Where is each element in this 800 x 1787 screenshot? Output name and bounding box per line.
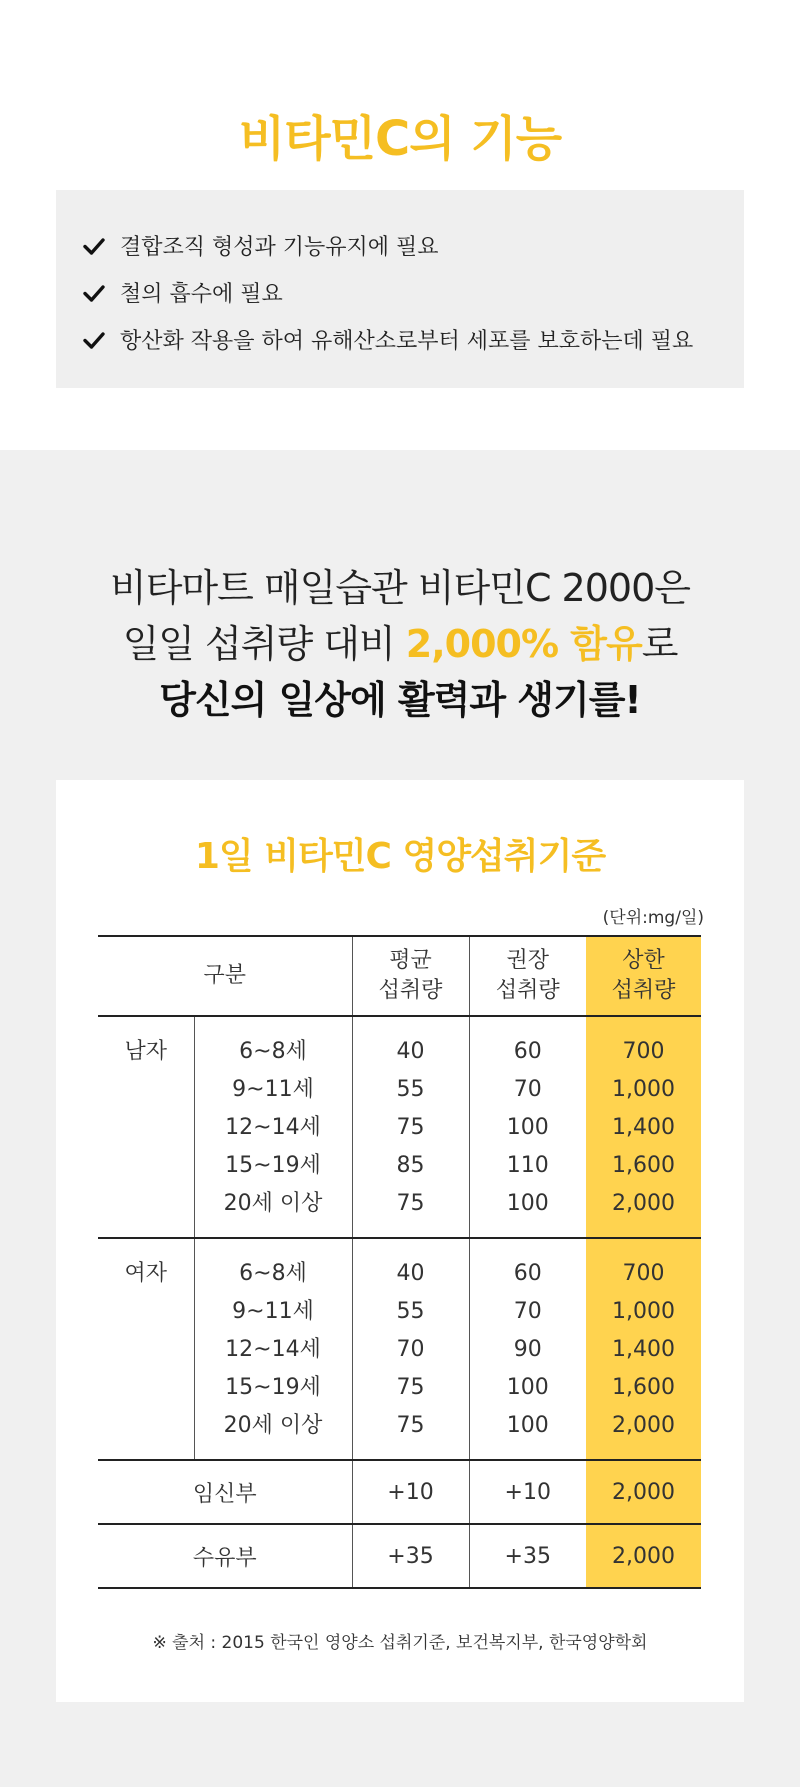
- age-value: 20세 이상: [223, 1191, 323, 1216]
- recommended-value: 60: [513, 1261, 542, 1286]
- header-recommended: [469, 936, 586, 1016]
- average-value: 75: [396, 1375, 425, 1400]
- table-row-pregnant: [98, 1460, 701, 1524]
- upper-limit-value: 1,000: [612, 1299, 675, 1324]
- upper-limit-value: 1,600: [612, 1375, 675, 1400]
- upper-limit-value: 2,000: [586, 1460, 701, 1524]
- average-value: +35: [352, 1524, 469, 1588]
- age-value: 9~11세: [232, 1299, 314, 1324]
- promo-line-1: 비타마트 매일습관 비타민C 2000은: [110, 566, 690, 610]
- intake-section: [0, 450, 800, 1787]
- group-label: 여자: [98, 1238, 194, 1460]
- age-value: 6~8세: [239, 1039, 307, 1064]
- recommended-value: +10: [469, 1460, 586, 1524]
- recommended-value: 60: [513, 1039, 542, 1064]
- average-value: 55: [396, 1299, 425, 1324]
- function-item: [82, 222, 744, 269]
- promo-line-3: 당신의 일상에 활력과 생기를!: [159, 678, 641, 722]
- promo-line-2-post: 로: [641, 622, 678, 666]
- header-upper-limit-line1: 상한: [622, 948, 665, 973]
- recommended-value: 100: [506, 1413, 549, 1438]
- age-value: 20세 이상: [223, 1413, 323, 1438]
- recommended-column: [469, 1238, 586, 1460]
- check-icon: [82, 281, 106, 305]
- recommended-value: 100: [506, 1191, 549, 1216]
- function-section: [0, 0, 800, 450]
- table-row-lactating: [98, 1524, 701, 1588]
- recommended-value: 100: [506, 1115, 549, 1140]
- row-label: 임신부: [98, 1460, 352, 1524]
- age-value: 15~19세: [225, 1375, 321, 1400]
- function-item: [82, 269, 744, 316]
- average-value: +10: [352, 1460, 469, 1524]
- function-item-text: 철의 흡수에 필요: [120, 282, 283, 307]
- header-upper-limit: [586, 936, 701, 1016]
- promo-line-2: [0, 616, 800, 672]
- upper-limit-column: [586, 1238, 701, 1460]
- age-value: 15~19세: [225, 1153, 321, 1178]
- age-value: 12~14세: [225, 1115, 321, 1140]
- table-row-male: [98, 1016, 701, 1238]
- table-row-female: [98, 1238, 701, 1460]
- recommended-value: 110: [506, 1153, 549, 1178]
- upper-limit-column: [586, 1016, 701, 1238]
- upper-limit-value: 2,000: [612, 1413, 675, 1438]
- average-value: 40: [396, 1039, 425, 1064]
- age-value: 12~14세: [225, 1337, 321, 1362]
- check-icon: [82, 328, 106, 352]
- header-average-line1: 평균: [389, 948, 432, 973]
- source-note: ※ 출처 : 2015 한국인 영양소 섭취기준, 보건복지부, 한국영양학회: [152, 1633, 648, 1653]
- average-column: [352, 1238, 469, 1460]
- function-item: [82, 316, 744, 363]
- average-value: 75: [396, 1191, 425, 1216]
- function-item-text: 항산화 작용을 하여 유해산소로부터 세포를 보호하는데 필요: [120, 329, 694, 354]
- recommended-value: 90: [513, 1337, 542, 1362]
- upper-limit-value: 700: [622, 1261, 665, 1286]
- intake-card: [56, 780, 744, 1702]
- age-value: 6~8세: [239, 1261, 307, 1286]
- recommended-column: [469, 1016, 586, 1238]
- age-value: 9~11세: [232, 1077, 314, 1102]
- upper-limit-value: 2,000: [612, 1191, 675, 1216]
- recommended-value: 100: [506, 1375, 549, 1400]
- average-value: 40: [396, 1261, 425, 1286]
- promo-text: [0, 560, 800, 728]
- function-title: 비타민C의 기능: [238, 111, 562, 167]
- upper-limit-value: 700: [622, 1039, 665, 1064]
- recommended-value: 70: [513, 1077, 542, 1102]
- intake-title: 1일 비타민C 영양섭취기준: [194, 836, 606, 877]
- upper-limit-value: 1,400: [612, 1337, 675, 1362]
- function-list: [56, 190, 744, 388]
- header-average-line2: 섭취량: [378, 978, 443, 1003]
- check-icon: [82, 234, 106, 258]
- recommended-value: +35: [469, 1524, 586, 1588]
- header-recommended-line1: 권장: [506, 948, 549, 973]
- promo-highlight: 2,000% 함유: [405, 622, 642, 666]
- header-recommended-line2: 섭취량: [495, 978, 560, 1003]
- promo-line-2-pre: 일일 섭취량 대비: [122, 622, 406, 666]
- header-category: 구분: [98, 936, 352, 1016]
- average-value: 75: [396, 1413, 425, 1438]
- upper-limit-value: 1,400: [612, 1115, 675, 1140]
- upper-limit-value: 1,000: [612, 1077, 675, 1102]
- age-column: [194, 1016, 352, 1238]
- unit-label: (단위:mg/일): [602, 908, 704, 928]
- age-column: [194, 1238, 352, 1460]
- average-value: 55: [396, 1077, 425, 1102]
- average-value: 75: [396, 1115, 425, 1140]
- row-label: 수유부: [98, 1524, 352, 1588]
- function-item-text: 결합조직 형성과 기능유지에 필요: [120, 235, 439, 260]
- average-value: 85: [396, 1153, 425, 1178]
- average-column: [352, 1016, 469, 1238]
- upper-limit-value: 1,600: [612, 1153, 675, 1178]
- intake-table: [98, 935, 701, 1589]
- average-value: 70: [396, 1337, 425, 1362]
- group-label: 남자: [98, 1016, 194, 1238]
- header-upper-limit-line2: 섭취량: [611, 978, 676, 1003]
- header-average: [352, 936, 469, 1016]
- recommended-value: 70: [513, 1299, 542, 1324]
- upper-limit-value: 2,000: [586, 1524, 701, 1588]
- table-header-row: [98, 936, 701, 1016]
